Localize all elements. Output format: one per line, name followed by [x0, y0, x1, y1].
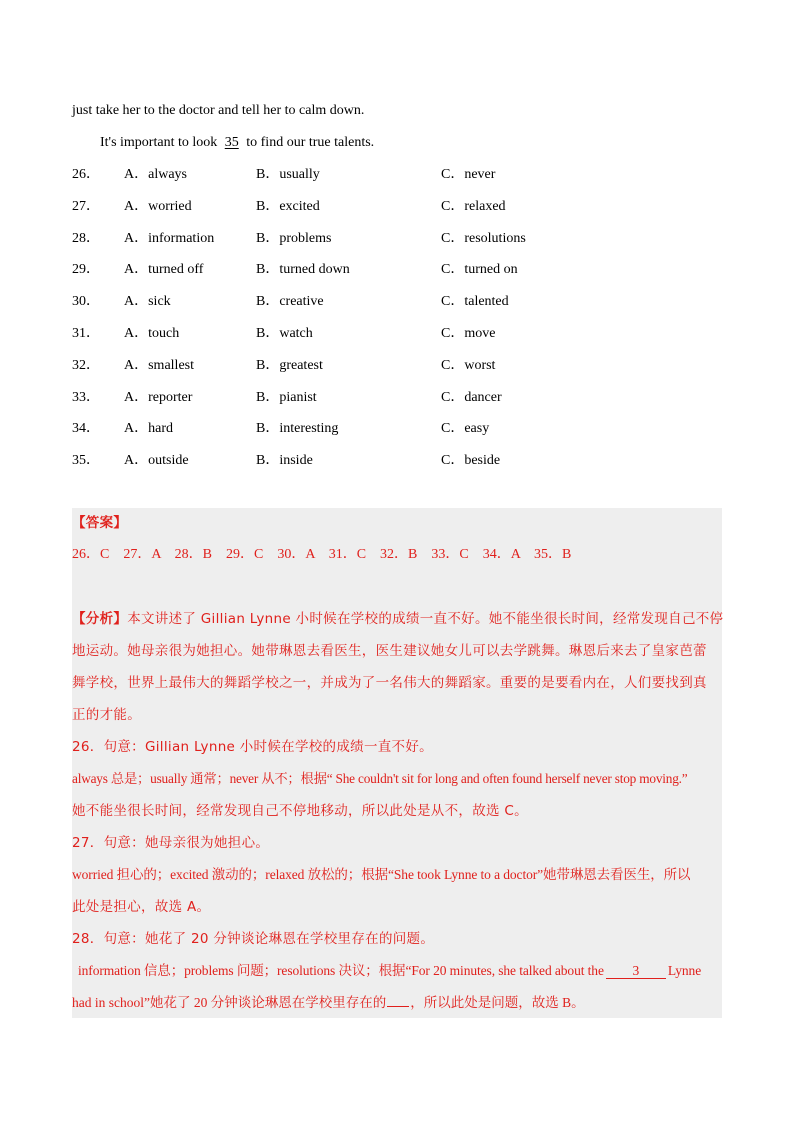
- option-c: C．dancer: [441, 389, 502, 405]
- option-row: [72, 198, 712, 216]
- option-a: A．always: [124, 167, 187, 182]
- q27-title: 27．句意：她母亲很为她担心。: [72, 835, 270, 851]
- question-number: 26．: [72, 167, 100, 182]
- option-b: B．problems: [256, 230, 332, 246]
- option-row: [72, 261, 712, 279]
- q27-line-2: 此处是担心，故选 A。: [72, 899, 211, 915]
- passage-text: It's important to look: [100, 135, 218, 150]
- option-c: C．turned on: [441, 262, 518, 278]
- option-b: B．excited: [256, 198, 320, 214]
- option-row: [72, 452, 712, 470]
- option-b: B．usually: [256, 167, 320, 182]
- question-number: 33．: [72, 389, 100, 405]
- option-a: A．information: [124, 230, 215, 246]
- option-c: C．move: [441, 326, 496, 341]
- question-number: 34．: [72, 421, 100, 437]
- passage-line-2: [100, 134, 374, 152]
- analysis-line-3: 舞学校，世界上最伟大的舞蹈学校之一，并成为了一名伟大的舞蹈家。重要的是要看内在，人们要找到真: [72, 675, 707, 691]
- answer-section: [72, 508, 722, 1018]
- question-number: 31．: [72, 326, 100, 341]
- question-number: 28．: [72, 230, 100, 246]
- analysis-label: 【分析】: [72, 611, 128, 627]
- option-a: A．sick: [124, 294, 171, 310]
- blank-underline: [387, 994, 409, 1007]
- q26-line-1: always 总是；usually 通常；never 从不；根据“ She couldn't sit for long and often found herself never stop moving.”: [72, 771, 688, 786]
- option-c: C．talented: [441, 294, 509, 310]
- option-a: A．smallest: [124, 357, 194, 373]
- option-b: B．greatest: [256, 357, 323, 373]
- option-c: C．never: [441, 167, 496, 182]
- q26-line-2: 她不能坐很长时间，经常发现自己不停地移动，所以此处是从不，故选 C。: [72, 803, 528, 819]
- option-c: C．easy: [441, 421, 490, 437]
- option-b: B．pianist: [256, 389, 317, 405]
- option-b: B．creative: [256, 294, 324, 310]
- option-a: A．turned off: [124, 262, 204, 278]
- question-number: 30．: [72, 294, 100, 310]
- blank-35: 35: [224, 135, 239, 150]
- option-row: [72, 325, 712, 343]
- q28-line-2: had in school”她花了 20 分钟谈论琳恩在学校里存在的 ，所以此处是问题，故选 B。: [72, 995, 585, 1010]
- option-a: A．outside: [124, 453, 189, 469]
- blank-3: 3: [606, 964, 666, 979]
- q26-title: 26．句意：Gillian Lynne 小时候在学校的成绩一直不好。: [72, 739, 433, 755]
- option-a: A．reporter: [124, 389, 193, 405]
- analysis-line-2: 地运动。她母亲很为她担心。她带琳恩去看医生，医生建议她女儿可以去学跳舞。琳恩后来去了皇家芭蕾: [72, 643, 707, 659]
- option-c: C．resolutions: [441, 230, 526, 246]
- option-row: [72, 389, 712, 407]
- option-a: A．hard: [124, 421, 173, 437]
- question-number: 29．: [72, 262, 100, 278]
- option-c: C．beside: [441, 453, 501, 469]
- option-a: A．touch: [124, 326, 180, 341]
- answer-keys: 26．C 27．A 28．B 29．C 30．A 31．C 32．B 33．C 34．A 35．B: [72, 547, 572, 562]
- analysis-line-1: 【分析】本文讲述了 Gillian Lynne 小时候在学校的成绩一直不好。她不能坐很长时间，经常发现自己不停: [72, 611, 724, 627]
- option-c: C．relaxed: [441, 198, 506, 214]
- option-a: A．worried: [124, 198, 192, 214]
- analysis-line-4: 正的才能。: [72, 707, 141, 723]
- q28-line-1: information 信息；problems 问题；resolutions 决议；根据“For 20 minutes, she talked about the 3 Lynne: [78, 963, 702, 978]
- option-row: [72, 293, 712, 311]
- option-c: C．worst: [441, 357, 496, 373]
- question-number: 35．: [72, 453, 100, 469]
- passage-line-1: just take her to the doctor and tell her to calm down.: [72, 103, 365, 118]
- option-b: B．turned down: [256, 262, 350, 278]
- option-row: [72, 230, 712, 248]
- answer-heading: 【答案】: [72, 515, 128, 531]
- q28-title: 28．句意：她花了 20 分钟谈论琳恩在学校里存在的问题。: [72, 931, 435, 947]
- question-number: 27．: [72, 198, 100, 214]
- passage-text-end: to find our true talents.: [246, 135, 375, 150]
- option-b: B．inside: [256, 453, 313, 469]
- question-number: 32．: [72, 357, 100, 373]
- option-b: B．interesting: [256, 421, 339, 437]
- q27-line-1: worried 担心的；excited 激动的；relaxed 放松的；根据“She took Lynne to a doctor”她带琳恩去看医生，所以: [72, 867, 691, 882]
- option-row: [72, 357, 712, 375]
- option-b: B．watch: [256, 326, 313, 341]
- option-row: [72, 166, 712, 184]
- option-row: [72, 420, 712, 438]
